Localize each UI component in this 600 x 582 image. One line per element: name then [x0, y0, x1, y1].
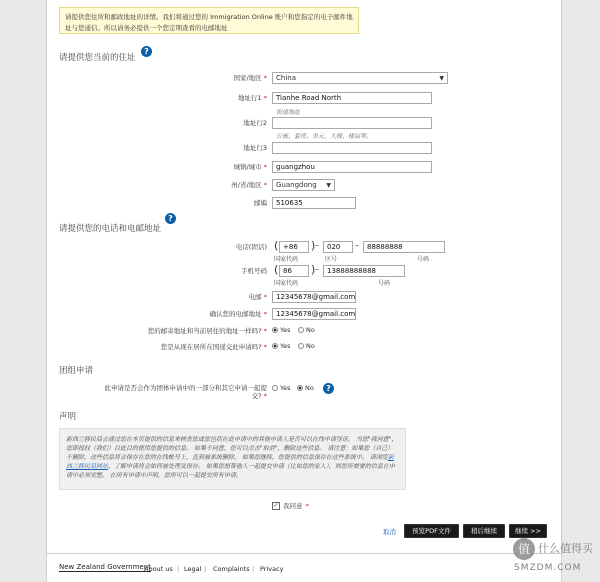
group-section-title: 团组申请 [59, 366, 94, 376]
phone-country-input[interactable]: +86 [279, 241, 309, 253]
group-question: 此申请是否会作为团体申请中的一部分和其它申请一起提 [104, 384, 267, 392]
phone-label: 电话(固话) [235, 243, 267, 251]
paren-open: ( [274, 239, 279, 252]
notice-box: 请提供您住所和邮政地址的详情。我们将通过您的 Immigration Online 账户和您指定的电子邮件地址与您通信。所以请务必提供一个您定期查看的电邮地址 [59, 7, 359, 34]
declaration-text: 新西兰移民局会通过您在本页提供的信息来核查您或您包括在此申请中的其他申请人是否可以在线申请签证。 当您"我同意"，您即授权（我们）以此目的使用您提供的信息。 如果不同意，您可以点击"取消"，删除这些信息。 请注意：如果您（自己）不删除，这些信息将会保存在您的在线帐号上，直到被系统删除。 如果您继续，您提供的信息保存在这些系统中。 请浏览新西兰移民局网站，了解申请将会如何被处理及保存。 如果您想帮他人一起提交申请（比如您的家人），则您所需要的信息在申请中必须完整。 在所有申请中声明，您所可以一起提交所有申请。 [59, 428, 406, 490]
phone-number-input[interactable]: 88888888 [363, 241, 445, 253]
continue-button[interactable]: 继续 >> [509, 524, 547, 538]
footer-legal-link[interactable]: Legal [184, 565, 202, 573]
declaration-link[interactable]: 新西兰移民局网站 [66, 454, 394, 470]
footer-separator: | [177, 565, 180, 573]
watermark-badge: 值 [513, 538, 535, 560]
same-address-no-radio[interactable]: No [298, 326, 315, 334]
footer-separator: | [204, 565, 207, 573]
province-select[interactable]: Guangdong ▼ [272, 179, 335, 191]
address1-hint: 街道地址 [276, 109, 301, 116]
preview-pdf-button[interactable]: 预览PDF文件 [404, 524, 459, 538]
checkbox-checked-icon: ✓ [273, 501, 279, 509]
address1-input[interactable]: Tianhe Road North [272, 92, 432, 104]
city-label: 城镇/城市 * [233, 163, 267, 171]
footer-complaints-link[interactable]: Complaints [213, 565, 250, 573]
email-input[interactable]: 12345678@gmail.com [272, 291, 356, 303]
dash: – [315, 265, 319, 274]
country-label: 国家/地区 * [233, 74, 267, 82]
address-help-icon[interactable]: ? [141, 46, 152, 57]
province-label: 州/省/地区 * [231, 181, 267, 189]
footer-separator: | [252, 565, 255, 573]
mobile-country-input[interactable]: 86 [279, 265, 309, 277]
postcode-input[interactable]: 510635 [272, 197, 356, 209]
mobile-number-input[interactable]: 13888888888 [323, 265, 405, 277]
paren-close: ) [311, 263, 316, 276]
mobile-label: 手机号码 [241, 267, 267, 275]
same-address-yes-radio[interactable]: Yes [272, 326, 291, 334]
email-label: 电邮 * [248, 293, 267, 301]
chevron-down-icon: ▼ [326, 182, 331, 189]
contact-help-icon[interactable]: ? [165, 213, 176, 224]
chevron-down-icon: ▼ [439, 75, 444, 82]
apply-outside-question: 您是从现在居所在国递交此申请吗? * [160, 343, 267, 351]
country-select[interactable]: China ▼ [272, 72, 448, 84]
email-confirm-input[interactable]: 12345678@gmail.com [272, 308, 356, 320]
phone-number-caption: 号码 [417, 256, 430, 263]
watermark-sub: SMZDM.COM [514, 563, 582, 573]
dash: – [355, 241, 359, 250]
group-question-line2: 交? * [251, 392, 267, 400]
watermark-text: 什么值得买 [538, 542, 593, 555]
same-address-question: 您的邮寄地址和当前居住的地址一样吗? * [147, 327, 267, 335]
address-section-title: 请提供您当前的住址 [59, 53, 136, 63]
address3-label: 地址行3 [243, 144, 267, 152]
address2-input[interactable] [272, 117, 432, 129]
address2-hint: 公寓、套房、单元、大楼、楼层等。 [276, 133, 373, 140]
nz-government-logo[interactable]: New Zealand Government [59, 563, 151, 571]
email-confirm-label: 确认您的电邮地址 * [209, 310, 267, 318]
apply-outside-no-radio[interactable]: No [298, 342, 315, 350]
postcode-label: 邮编 [254, 199, 267, 207]
paren-open: ( [274, 263, 279, 276]
city-input[interactable]: guangzhou [272, 161, 432, 173]
group-yes-radio[interactable]: Yes [272, 384, 291, 392]
footer-about-link[interactable]: About us [144, 565, 173, 573]
cancel-link[interactable]: 取消 [383, 528, 396, 536]
dash: – [315, 241, 319, 250]
phone-country-caption: 国家代码 [274, 256, 299, 263]
declaration-section-title: 声明 [59, 412, 77, 422]
form-page [46, 0, 562, 581]
footer-privacy-link[interactable]: Privacy [260, 565, 284, 573]
address1-label: 地址行1 * [238, 94, 267, 102]
phone-area-input[interactable]: 020 [323, 241, 353, 253]
paren-close: ) [311, 239, 316, 252]
group-help-icon[interactable]: ? [323, 383, 334, 394]
mobile-number-caption: 号码 [378, 280, 391, 287]
apply-outside-yes-radio[interactable]: Yes [272, 342, 291, 350]
footer [47, 553, 561, 582]
save-continue-later-button[interactable]: 稍后继续 [463, 524, 505, 538]
address3-input[interactable] [272, 142, 432, 154]
address2-label: 地址行2 [243, 119, 267, 127]
group-no-radio[interactable]: No [297, 384, 314, 392]
mobile-country-caption: 国家代码 [274, 280, 299, 287]
agree-checkbox[interactable]: ✓ 我同意 * [273, 501, 309, 510]
contact-section-title: 请提供您的电话和电邮地址 [59, 224, 162, 234]
phone-area-caption: 区号 [325, 256, 338, 263]
